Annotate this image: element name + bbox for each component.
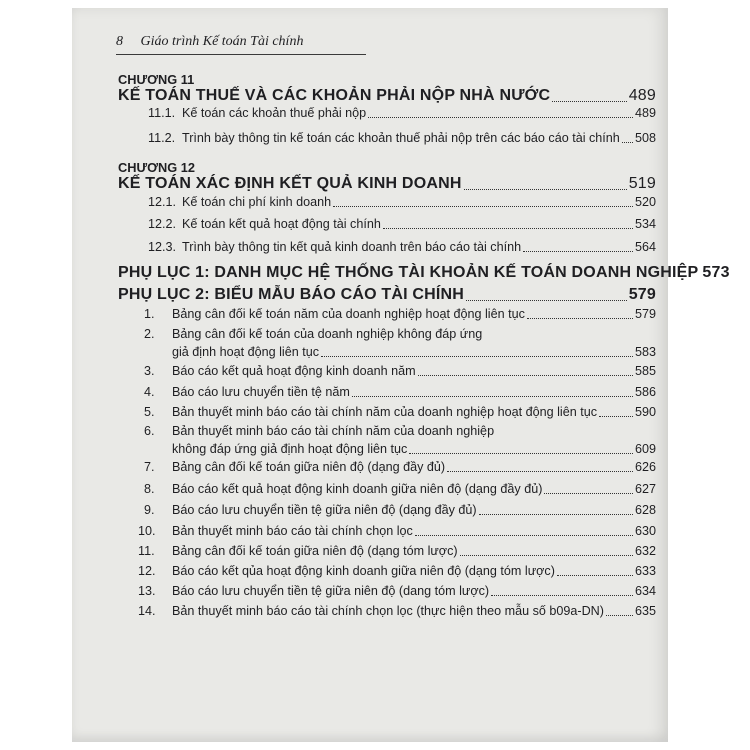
page-ref: 632: [634, 544, 656, 558]
dot-leader: [383, 227, 633, 229]
item-title: Báo cáo lưu chuyển tiền tệ năm: [172, 385, 350, 399]
book-title: Giáo trình Kế toán Tài chính: [140, 34, 304, 49]
page-ref: 626: [634, 460, 656, 474]
item-title: Bảng cân đối kế toán của doanh nghiệp không đáp ứng: [172, 327, 483, 341]
chapter-title: KẾ TOÁN THUẾ VÀ CÁC KHOẢN PHẢI NỘP NHÀ NƯỚC: [118, 87, 551, 104]
page-ref: 585: [634, 364, 656, 378]
page-ref: 627: [634, 482, 656, 496]
section-number: 11.2.: [148, 131, 176, 145]
item-title: Bản thuyết minh báo cáo tài chính năm của doanh nghiệp: [172, 424, 495, 438]
item-number: 6.: [144, 424, 155, 438]
page-ref: 628: [634, 503, 656, 517]
item-title: Bảng cân đối kế toán năm của doanh nghiệp hoạt động liên tục: [172, 307, 525, 321]
section-title: Trình bày thông tin kế toán các khoản thuế phải nộp trên các báo cáo tài chính: [182, 131, 620, 145]
page-ref: 534: [634, 217, 656, 231]
dot-leader: [333, 205, 633, 207]
dot-leader: [415, 534, 633, 536]
page-ref: 635: [634, 604, 656, 618]
dot-leader: [622, 141, 633, 143]
chapter-title: KẾ TOÁN XÁC ĐỊNH KẾT QUẢ KINH DOANH: [118, 175, 462, 192]
item-number: 12.: [138, 564, 156, 578]
dot-leader: [491, 594, 633, 596]
item-number: 10.: [138, 524, 156, 538]
dot-leader: [368, 116, 633, 118]
item-number: 2.: [144, 327, 155, 341]
item-number: 9.: [144, 503, 155, 517]
item-title: Báo cáo kết quả hoạt động kinh doanh năm: [172, 364, 416, 378]
page-ref: 564: [634, 240, 656, 254]
page-ref: 573: [702, 264, 730, 281]
item-number: 14.: [138, 604, 156, 618]
running-header: [116, 34, 303, 50]
item-number: 11.: [138, 544, 155, 558]
chapter-label: CHƯƠNG 11: [118, 72, 195, 87]
book-page: [72, 8, 730, 742]
item-number: 4.: [144, 385, 155, 399]
chapter-label: CHƯƠNG 12: [118, 160, 196, 175]
dot-leader: [409, 452, 633, 454]
appendix-title: PHỤ LỤC 1: DANH MỤC HỆ THỐNG TÀI KHOẢN KẾ TOÁN DOANH NGHIỆP: [118, 264, 699, 281]
page-ref: 634: [634, 584, 656, 598]
item-number: 5.: [144, 405, 155, 419]
page-ref: 519: [628, 175, 656, 192]
item-title-continued: giả định hoạt động liên tục: [172, 345, 320, 359]
section-number: 12.3.: [148, 240, 177, 254]
page-number: 8: [116, 34, 123, 49]
item-title: Báo cáo lưu chuyển tiền tệ giữa niên độ (dang tóm lược): [172, 584, 490, 598]
dot-leader: [447, 470, 633, 472]
dot-leader: [460, 554, 633, 556]
section-title: Trình bày thông tin kết quả kinh doanh trên báo cáo tài chính: [182, 240, 522, 254]
item-title: Bản thuyết minh báo cáo tài chính chọn lọc: [172, 524, 413, 538]
item-title: Báo cáo kết qủa hoạt động kinh doanh giữa niên độ (dạng tóm lược): [172, 564, 555, 578]
dot-leader: [321, 355, 633, 357]
dot-leader: [552, 100, 626, 102]
item-number: 13.: [138, 584, 156, 598]
section-title: Kế toán các khoản thuế phải nộp: [182, 106, 367, 120]
dot-leader: [464, 188, 627, 190]
section-title: Kế toán kết quả hoạt động tài chính: [182, 217, 381, 231]
item-number: 8.: [144, 482, 155, 496]
section-number: 11.1.: [148, 106, 176, 120]
page-ref: 489: [628, 87, 656, 104]
dot-leader: [557, 574, 633, 576]
item-title: Bảng cân đối kế toán giữa niên độ (dạng tóm lược): [172, 544, 458, 558]
page-ref: 630: [634, 524, 656, 538]
page-ref: 508: [634, 131, 656, 145]
item-title: Báo cáo kết quả hoạt động kinh doanh giữa niên độ (dạng đầy đủ): [172, 482, 543, 496]
toc-chapter-entry[interactable]: [118, 87, 656, 105]
page-ref: 579: [628, 286, 656, 303]
dot-leader: [599, 415, 633, 417]
page-ref: 609: [634, 442, 656, 456]
dot-leader: [527, 317, 633, 319]
item-title-continued: không đáp ứng giả định hoạt động liên tục: [172, 442, 408, 456]
item-title: Báo cáo lưu chuyển tiền tệ giữa niên độ (dạng đầy đủ): [172, 503, 477, 517]
item-title: Bản thuyết minh báo cáo tài chính chọn lọc (thực hiện theo mẫu số b09a-DN): [172, 604, 604, 618]
item-number: 7.: [144, 460, 155, 474]
dot-leader: [606, 614, 633, 616]
item-title: Bảng cân đối kế toán giữa niên độ (dạng đầy đủ): [172, 460, 446, 474]
page-ref: 520: [634, 195, 656, 209]
item-title: Bản thuyết minh báo cáo tài chính năm của doanh nghiệp hoạt động liên tục: [172, 405, 597, 419]
section-title: Kế toán chi phí kinh doanh: [182, 195, 332, 209]
page-ref: 590: [634, 405, 656, 419]
toc-chapter-entry[interactable]: [118, 175, 656, 193]
page-ref: 586: [634, 385, 656, 399]
toc-appendix-entry[interactable]: [118, 264, 730, 282]
section-number: 12.1.: [148, 195, 177, 209]
dot-leader: [544, 492, 633, 494]
dot-leader: [352, 395, 633, 397]
header-rule: [116, 54, 366, 55]
dot-leader: [479, 513, 633, 515]
item-number: 1.: [144, 307, 155, 321]
dot-leader: [523, 250, 633, 252]
page-ref: 489: [634, 106, 656, 120]
item-number: 3.: [144, 364, 155, 378]
appendix-title: PHỤ LỤC 2: BIỂU MẪU BÁO CÁO TÀI CHÍNH: [118, 286, 465, 303]
dot-leader: [418, 374, 633, 376]
page-ref: 579: [634, 307, 656, 321]
section-number: 12.2.: [148, 217, 177, 231]
page-ref: 583: [634, 345, 656, 359]
page-ref: 633: [634, 564, 656, 578]
dot-leader: [466, 299, 627, 301]
toc-appendix-entry[interactable]: [118, 286, 656, 304]
